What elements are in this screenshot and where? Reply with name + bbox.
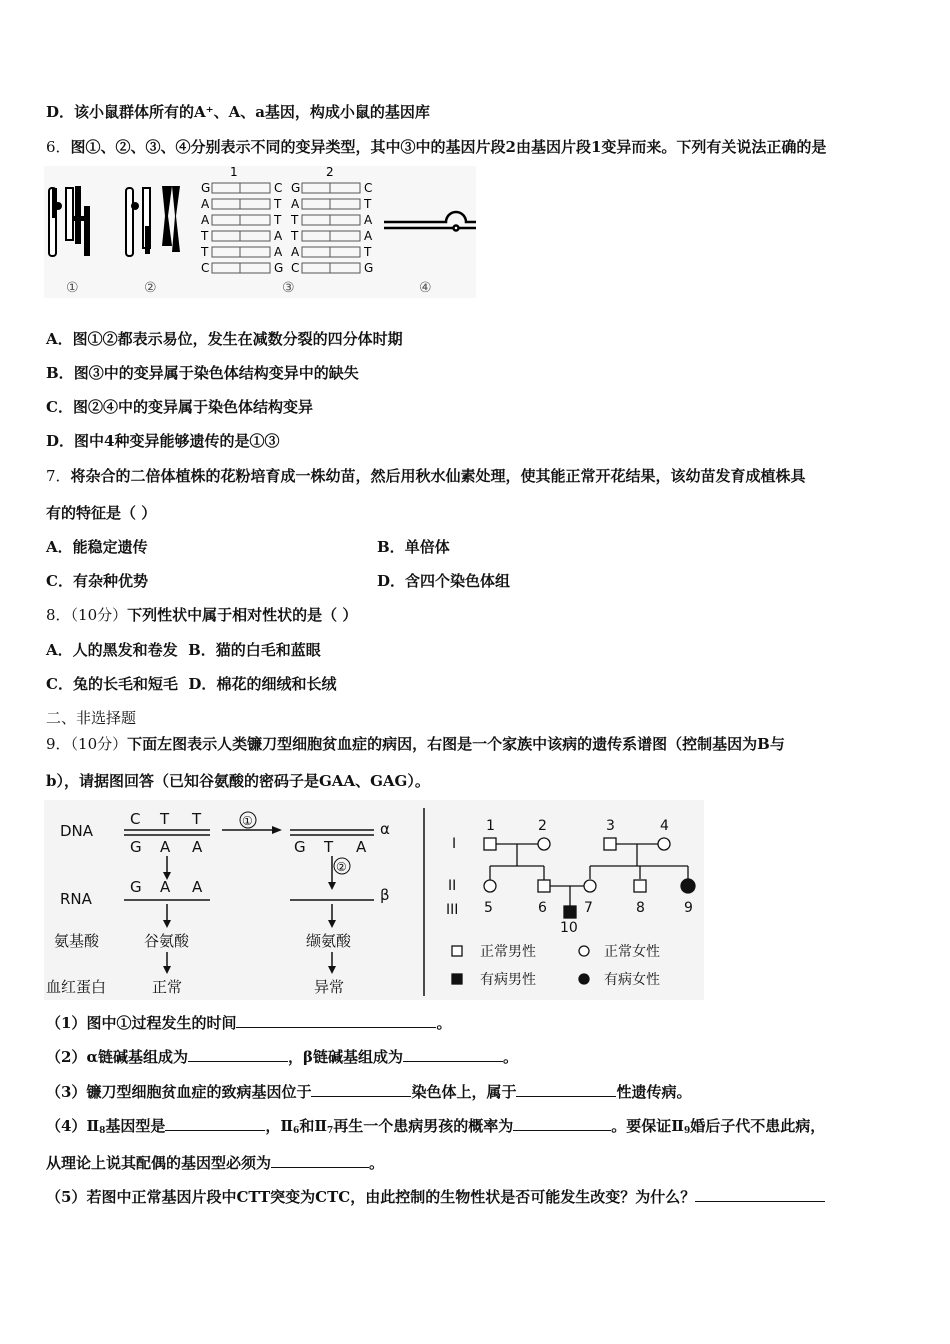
q7-options-row1: A．能稳定遗传 B．单倍体 bbox=[46, 538, 450, 556]
svg-text:缬氨酸: 缬氨酸 bbox=[306, 932, 352, 950]
section-heading: 二、非选择题 bbox=[46, 709, 137, 727]
q9-sub1: （1）图中①过程发生的时间 。 bbox=[46, 1014, 452, 1032]
svg-text:正常: 正常 bbox=[152, 978, 183, 996]
svg-text:T: T bbox=[274, 197, 282, 211]
svg-text:C: C bbox=[274, 181, 283, 195]
q6-option-d: D．图中4种变异能够遗传的是①③ bbox=[46, 432, 280, 450]
svg-text:C: C bbox=[130, 810, 141, 828]
svg-text:A: A bbox=[160, 838, 171, 856]
answer-blank[interactable] bbox=[236, 1013, 436, 1028]
svg-text:G: G bbox=[274, 261, 284, 275]
q6-figure bbox=[44, 166, 476, 298]
q9-sub3: （3）镰刀型细胞贫血症的致病基因位于 染色体上，属于 性遗传病。 bbox=[46, 1083, 692, 1101]
q9-sub4: $(4)Ⅱ_8$基因型是 ，$Ⅱ_6$和$Ⅱ_7$再生一个患病男孩的概率为 。要保证$Ⅱ_9$婚后子代不患此病， bbox=[46, 1117, 826, 1136]
rna-label: RNA bbox=[60, 890, 92, 908]
svg-text:A: A bbox=[364, 213, 373, 227]
svg-text:6: 6 bbox=[538, 900, 547, 916]
answer-blank[interactable] bbox=[165, 1116, 265, 1131]
svg-text:③: ③ bbox=[282, 280, 295, 296]
svg-text:有病男性: 有病男性 bbox=[480, 972, 536, 988]
svg-text:7: 7 bbox=[584, 900, 593, 916]
svg-text:5: 5 bbox=[484, 900, 493, 916]
q6-stem: 6．图①、②、③、④分别表示不同的变异类型，其中③中的基因片段2由基因片段1变异而来。下列有关说法正确的是 bbox=[46, 138, 827, 156]
svg-text:A: A bbox=[291, 245, 300, 259]
svg-text:A: A bbox=[201, 213, 210, 227]
answer-blank[interactable] bbox=[188, 1047, 288, 1062]
svg-text:谷氨酸: 谷氨酸 bbox=[144, 932, 190, 950]
svg-text:G: G bbox=[291, 181, 301, 195]
svg-text:G: G bbox=[201, 181, 211, 195]
svg-text:④: ④ bbox=[419, 280, 432, 296]
svg-text:A: A bbox=[356, 838, 367, 856]
answer-blank[interactable] bbox=[271, 1153, 369, 1168]
svg-text:A: A bbox=[201, 197, 210, 211]
svg-text:①: ① bbox=[66, 280, 79, 296]
svg-text:正常女性: 正常女性 bbox=[604, 944, 660, 960]
q5-option-d: D．该小鼠群体所有的A⁺、A、a基因，构成小鼠的基因库 bbox=[46, 103, 430, 121]
q9-sub2: （2）α链碱基组成为 ，β链碱基组成为 。 bbox=[46, 1048, 518, 1066]
q7-stem: 7．将杂合的二倍体植株的花粉培育成一株幼苗，然后用秋水仙素处理，使其能正常开花结果，该幼苗发育成植株具 bbox=[46, 467, 806, 485]
svg-text:A: A bbox=[192, 878, 203, 896]
svg-text:G: G bbox=[130, 838, 142, 856]
svg-text:A: A bbox=[160, 878, 171, 896]
hb-label: 血红蛋白 bbox=[46, 978, 107, 996]
svg-text:T: T bbox=[192, 810, 202, 828]
svg-text:A: A bbox=[274, 229, 283, 243]
svg-text:α: α bbox=[380, 820, 390, 838]
svg-text:3: 3 bbox=[606, 818, 615, 834]
svg-text:T: T bbox=[291, 229, 299, 243]
q9-stem: 9．（10分）下面左图表示人类镰刀型细胞贫血症的病因，右图是一个家族中该病的遗传系谱图（控制基因为B与 bbox=[46, 735, 785, 753]
answer-blank[interactable] bbox=[403, 1047, 503, 1062]
svg-text:β: β bbox=[380, 886, 390, 904]
svg-text:正常男性: 正常男性 bbox=[480, 944, 536, 960]
svg-text:C: C bbox=[364, 181, 373, 195]
svg-text:C: C bbox=[291, 261, 300, 275]
svg-text:G: G bbox=[294, 838, 306, 856]
svg-text:T: T bbox=[160, 810, 170, 828]
answer-blank[interactable] bbox=[695, 1187, 825, 1202]
q7-options-row2: C．有杂种优势 D．含四个染色体组 bbox=[46, 572, 511, 590]
svg-text:A: A bbox=[192, 838, 203, 856]
svg-text:A: A bbox=[291, 197, 300, 211]
svg-text:T: T bbox=[364, 245, 372, 259]
svg-text:A: A bbox=[274, 245, 283, 259]
answer-blank[interactable] bbox=[516, 1082, 616, 1097]
svg-text:T: T bbox=[274, 213, 282, 227]
svg-text:2: 2 bbox=[326, 166, 334, 179]
svg-text:10: 10 bbox=[560, 920, 578, 936]
q7-stem-cont: 有的特征是（ ） bbox=[46, 504, 157, 522]
svg-text:8: 8 bbox=[636, 900, 645, 916]
q6-option-b: B．图③中的变异属于染色体结构变异中的缺失 bbox=[46, 364, 359, 382]
svg-text:2: 2 bbox=[538, 818, 547, 834]
svg-text:1: 1 bbox=[230, 166, 238, 179]
q6-option-a: A．图①②都表示易位，发生在减数分裂的四分体时期 bbox=[46, 330, 403, 348]
svg-text:G: G bbox=[130, 878, 142, 896]
svg-text:C: C bbox=[201, 261, 210, 275]
svg-text:9: 9 bbox=[684, 900, 693, 916]
svg-text:①: ① bbox=[242, 814, 253, 828]
svg-text:4: 4 bbox=[660, 818, 669, 834]
svg-text:异常: 异常 bbox=[314, 978, 345, 996]
q9-sub5: （5）若图中正常基因片段中CTT突变为CTC，由此控制的生物性状是否可能发生改变？为什么？ bbox=[46, 1187, 825, 1207]
svg-text:II: II bbox=[448, 878, 457, 894]
answer-blank[interactable] bbox=[311, 1082, 411, 1097]
svg-text:有病女性: 有病女性 bbox=[604, 972, 660, 988]
q9-stem-cont: b），请据图回答（已知谷氨酸的密码子是GAA、GAG）。 bbox=[46, 772, 430, 790]
svg-text:III: III bbox=[446, 902, 459, 918]
q6-option-c: C．图②④中的变异属于染色体结构变异 bbox=[46, 398, 313, 416]
svg-text:T: T bbox=[364, 197, 372, 211]
q9-figure bbox=[44, 800, 704, 1000]
q8-stem: 8．（10分）下列性状中属于相对性状的是（ ） bbox=[46, 606, 358, 624]
svg-text:T: T bbox=[201, 229, 209, 243]
svg-text:T: T bbox=[201, 245, 209, 259]
svg-text:I: I bbox=[452, 836, 457, 852]
svg-text:1: 1 bbox=[486, 818, 495, 834]
q8-options-row1: A．人的黑发和卷发 B．猫的白毛和蓝眼 bbox=[46, 641, 321, 659]
aa-label: 氨基酸 bbox=[54, 932, 100, 950]
svg-text:T: T bbox=[291, 213, 299, 227]
answer-blank[interactable] bbox=[513, 1116, 611, 1131]
svg-text:G: G bbox=[364, 261, 374, 275]
q9-sub4-cont: 从理论上说其配偶的基因型必须为 。 bbox=[46, 1154, 385, 1172]
svg-text:T: T bbox=[324, 838, 334, 856]
svg-text:②: ② bbox=[144, 280, 157, 296]
q8-options-row2: C．兔的长毛和短毛 D．棉花的细绒和长绒 bbox=[46, 675, 337, 693]
svg-text:②: ② bbox=[336, 860, 347, 874]
svg-text:A: A bbox=[364, 229, 373, 243]
dna-label: DNA bbox=[60, 822, 94, 840]
